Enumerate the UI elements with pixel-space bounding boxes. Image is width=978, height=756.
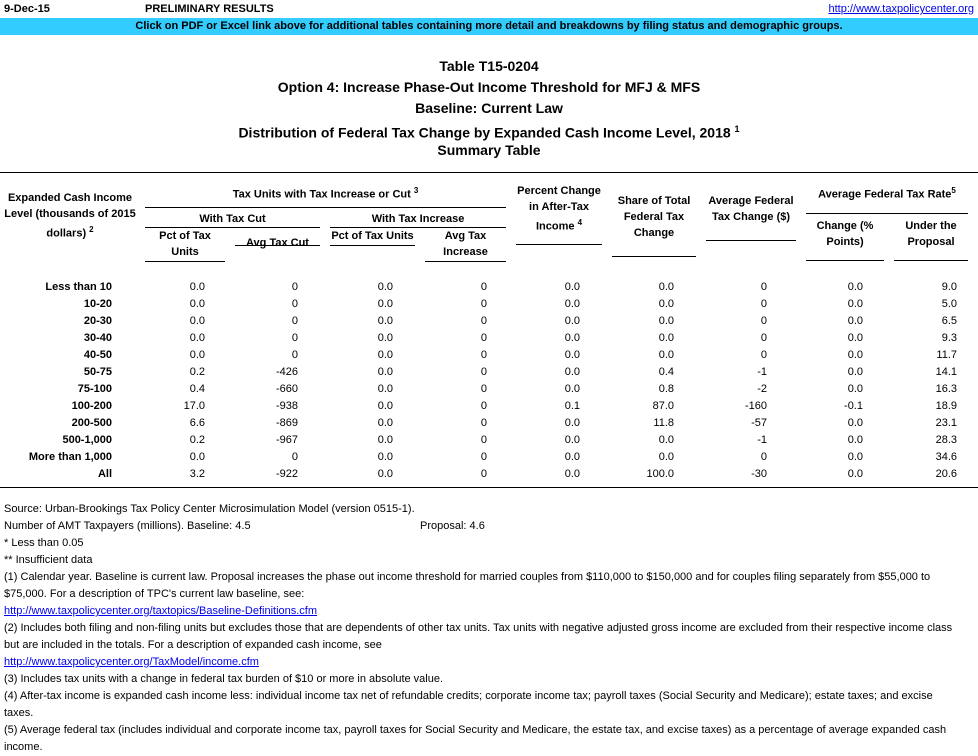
table-row: [0, 432, 978, 449]
cell-c6: 100.0: [646, 468, 674, 480]
cell-c9: 28.3: [935, 434, 957, 446]
cell-c8: 0.0: [847, 434, 863, 446]
cell-c9: 16.3: [935, 383, 957, 395]
col-pct-units-cut: Pct of Tax Units: [145, 228, 225, 262]
cell-c9: 20.6: [935, 468, 957, 480]
table-row: [0, 466, 978, 483]
cell-c8: 0.0: [847, 349, 863, 361]
cell-c8: -0.1: [844, 400, 863, 412]
cell-c2: 0: [291, 315, 298, 327]
source-note: Source: Urban-Brookings Tax Policy Center Microsimulation Model (version 0515-1).: [4, 503, 415, 515]
cell-c9: 9.0: [941, 281, 957, 293]
table-titles: [0, 56, 978, 161]
footnote-5: (5) Average federal tax (includes individual and corporate income tax, payroll taxes for Social Security and Medicare, the estate tax, and excise taxes) as a percentage of average expanded cash income.: [4, 724, 947, 753]
cell-c4: 0: [480, 281, 487, 293]
cell-c6: 0.0: [658, 451, 674, 463]
cell-c3: 0.0: [377, 332, 393, 344]
row-label: 20-30: [83, 315, 112, 327]
cell-c1: 0.0: [189, 281, 205, 293]
cell-c8: 0.0: [847, 332, 863, 344]
report-date: 9-Dec-15: [4, 3, 50, 15]
footnote-4: (4) After-tax income is expanded cash income less: individual income tax net of refundable credits; corporate income tax; payroll taxes (Social Security and Medicare); estate taxes; and excise taxes.: [4, 690, 933, 719]
baseline-link[interactable]: http://www.taxpolicycenter.org/taxtopics/Baseline-Definitions.cfm: [4, 605, 318, 617]
footnotes: [4, 501, 964, 756]
cell-c5: 0.1: [564, 400, 580, 412]
cell-c2: -869: [275, 417, 298, 429]
cell-c8: 0.0: [847, 281, 863, 293]
cell-c3: 0.0: [377, 468, 393, 480]
cell-c3: 0.0: [377, 451, 393, 463]
cell-c1: 0.0: [189, 315, 205, 327]
cell-c6: 11.8: [653, 417, 674, 429]
group-with-increase: With Tax Increase: [330, 211, 506, 228]
cell-c2: 0: [291, 332, 298, 344]
col-share: Share of Total Federal Tax Change: [612, 193, 696, 257]
cell-c6: 0.0: [658, 281, 674, 293]
row-label: Less than 10: [45, 281, 112, 293]
col-pct-change: Percent Change in After-Tax Income $^4$: [516, 183, 602, 245]
cell-c1: 0.0: [189, 298, 205, 310]
info-banner: Click on PDF or Excel link above for additional tables containing more detail and breakdowns by filing status and demographic groups.: [0, 18, 978, 35]
table-row: [0, 313, 978, 330]
col-income: Expanded Cash Income Level (thousands of 2015 dollars) $^2$: [4, 192, 136, 240]
cell-c1: 0.4: [189, 383, 205, 395]
cell-c3: 0.0: [377, 417, 393, 429]
row-label: 75-100: [77, 383, 112, 395]
cell-c4: 0: [480, 417, 487, 429]
cell-c5: 0.0: [564, 281, 580, 293]
cell-c8: 0.0: [847, 315, 863, 327]
cell-c7: 0: [760, 349, 767, 361]
cell-c6: 0.0: [658, 434, 674, 446]
cell-c7: 0: [760, 451, 767, 463]
cell-c2: -426: [275, 366, 298, 378]
cell-c5: 0.0: [564, 434, 580, 446]
income-link[interactable]: http://www.taxpolicycenter.org/TaxModel/income.cfm: [4, 656, 259, 668]
baseline-title: Baseline: Current Law: [415, 100, 563, 116]
row-label: More than 1,000: [28, 451, 112, 463]
cell-c8: 0.0: [847, 468, 863, 480]
site-link[interactable]: http://www.taxpolicycenter.org: [828, 3, 974, 15]
cell-c1: 3.2: [189, 468, 205, 480]
group-avg-rate: Average Federal Tax Rate$^5$: [806, 183, 968, 214]
cell-c6: 0.4: [658, 366, 674, 378]
cell-c9: 5.0: [941, 298, 957, 310]
col-avg-inc: Avg Tax Increase: [425, 228, 506, 262]
cell-c4: 0: [480, 315, 487, 327]
cell-c4: 0: [480, 332, 487, 344]
cell-c7: -30: [751, 468, 767, 480]
cell-c7: 0: [760, 298, 767, 310]
table-id: Table T15-0204: [439, 58, 539, 74]
table-row: [0, 347, 978, 364]
table-row: [0, 279, 978, 296]
row-label: 30-40: [83, 332, 112, 344]
cell-c1: 6.6: [189, 417, 205, 429]
cell-c3: 0.0: [377, 434, 393, 446]
cell-c6: 0.0: [658, 315, 674, 327]
cell-c6: 87.0: [652, 400, 674, 412]
cell-c4: 0: [480, 451, 487, 463]
cell-c5: 0.0: [564, 332, 580, 344]
cell-c5: 0.0: [564, 298, 580, 310]
header-top-rule: [0, 172, 978, 173]
col-rate-proposal: Under the Proposal: [894, 218, 968, 261]
cell-c9: 23.1: [935, 417, 957, 429]
cell-c7: -160: [744, 400, 767, 412]
footnote-3: (3) Includes tax units with a change in federal tax burden of $10 or more in absolute value.: [4, 673, 444, 685]
cell-c2: -922: [275, 468, 298, 480]
table-row: [0, 296, 978, 313]
footnote-2: (2) Includes both filing and non-filing units but excludes those that are dependents of other tax units. Tax units with negative adjusted gross income are excluded from their respective income class but are included in the totals. For a description of expanded cash income, see: [4, 622, 953, 651]
cell-c5: 0.0: [564, 315, 580, 327]
cell-c9: 14.1: [935, 366, 957, 378]
table-row: [0, 415, 978, 432]
table-row: [0, 364, 978, 381]
row-label: 500-1,000: [62, 434, 112, 446]
cell-c2: 0: [291, 298, 298, 310]
cell-c7: 0: [760, 332, 767, 344]
status-label: PRELIMINARY RESULTS: [145, 3, 274, 15]
cell-c4: 0: [480, 298, 487, 310]
col-avg-change: Average Federal Tax Change ($): [706, 193, 796, 241]
cell-c9: 9.3: [941, 332, 957, 344]
cell-c4: 0: [480, 400, 487, 412]
insufficient-note: ** Insufficient data: [4, 554, 93, 566]
cell-c3: 0.0: [377, 281, 393, 293]
cell-c1: 0.0: [189, 332, 205, 344]
cell-c1: 17.0: [183, 400, 205, 412]
cell-c5: 0.0: [564, 468, 580, 480]
cell-c3: 0.0: [377, 383, 393, 395]
cell-c1: 0.0: [189, 349, 205, 361]
row-label: 200-500: [71, 417, 112, 429]
col-pct-units-inc: Pct of Tax Units: [330, 228, 415, 246]
row-label: 10-20: [83, 298, 112, 310]
summary-title: Summary Table: [437, 142, 541, 158]
cell-c4: 0: [480, 383, 487, 395]
row-label: All: [97, 468, 112, 480]
cell-c5: 0.0: [564, 349, 580, 361]
table-row: [0, 398, 978, 415]
cell-c9: 11.7: [936, 349, 957, 361]
cell-c6: 0.8: [658, 383, 674, 395]
cell-c9: 18.9: [935, 400, 957, 412]
table-bottom-rule: [0, 487, 978, 488]
cell-c2: -938: [275, 400, 298, 412]
group-tax-units: Tax Units with Tax Increase or Cut $^3$: [145, 183, 506, 208]
cell-c3: 0.0: [377, 366, 393, 378]
cell-c6: 0.0: [658, 349, 674, 361]
cell-c2: -660: [275, 383, 298, 395]
col-rate-change: Change (% Points): [806, 218, 884, 261]
cell-c1: 0.0: [189, 451, 205, 463]
cell-c9: 6.5: [941, 315, 957, 327]
cell-c7: 0: [760, 315, 767, 327]
table-row: [0, 449, 978, 466]
cell-c2: -967: [275, 434, 298, 446]
group-with-cut: With Tax Cut: [145, 211, 320, 228]
cell-c7: -57: [751, 417, 767, 429]
cell-c4: 0: [480, 468, 487, 480]
cell-c7: 0: [760, 281, 767, 293]
cell-c2: 0: [291, 451, 298, 463]
less-than-note: * Less than 0.05: [4, 537, 84, 549]
cell-c8: 0.0: [847, 417, 863, 429]
cell-c4: 0: [480, 366, 487, 378]
cell-c3: 0.0: [377, 315, 393, 327]
row-label: 100-200: [71, 400, 112, 412]
cell-c5: 0.0: [564, 366, 580, 378]
row-label: 50-75: [83, 366, 112, 378]
cell-c5: 0.0: [564, 451, 580, 463]
row-label: 40-50: [83, 349, 112, 361]
cell-c8: 0.0: [847, 383, 863, 395]
cell-c7: -1: [757, 366, 767, 378]
amt-note: Number of AMT Taxpayers (millions). Baseline: 4.5 Proposal: 4.6: [4, 520, 485, 532]
table-row: [0, 330, 978, 347]
cell-c8: 0.0: [847, 451, 863, 463]
cell-c5: 0.0: [564, 383, 580, 395]
cell-c9: 34.6: [935, 451, 957, 463]
cell-c2: 0: [291, 349, 298, 361]
distribution-title: Distribution of Federal Tax Change by Expanded Cash Income Level, 2018 $^1$: [238, 124, 740, 141]
cell-c5: 0.0: [564, 417, 580, 429]
footnote-1: (1) Calendar year. Baseline is current law. Proposal increases the phase out income threshold for married couples from $110,000 to $150,000 and for couples filing separately from $55,000 to $75,000. For a description of TPC's current law baseline, see:: [4, 571, 931, 600]
table-row: [0, 381, 978, 398]
cell-c8: 0.0: [847, 366, 863, 378]
cell-c1: 0.2: [189, 366, 205, 378]
top-bar: [0, 0, 978, 18]
cell-c6: 0.0: [658, 332, 674, 344]
cell-c3: 0.0: [377, 400, 393, 412]
cell-c8: 0.0: [847, 298, 863, 310]
cell-c7: -2: [757, 383, 767, 395]
cell-c1: 0.2: [189, 434, 205, 446]
option-title: Option 4: Increase Phase-Out Income Threshold for MFJ & MFS: [277, 79, 701, 95]
cell-c2: 0: [291, 281, 298, 293]
cell-c7: -1: [757, 434, 767, 446]
cell-c4: 0: [480, 434, 487, 446]
cell-c3: 0.0: [377, 298, 393, 310]
cell-c6: 0.0: [658, 298, 674, 310]
cell-c4: 0: [480, 349, 487, 361]
cell-c3: 0.0: [377, 349, 393, 361]
col-avg-cut-label: Avg Tax Cut: [246, 237, 309, 249]
